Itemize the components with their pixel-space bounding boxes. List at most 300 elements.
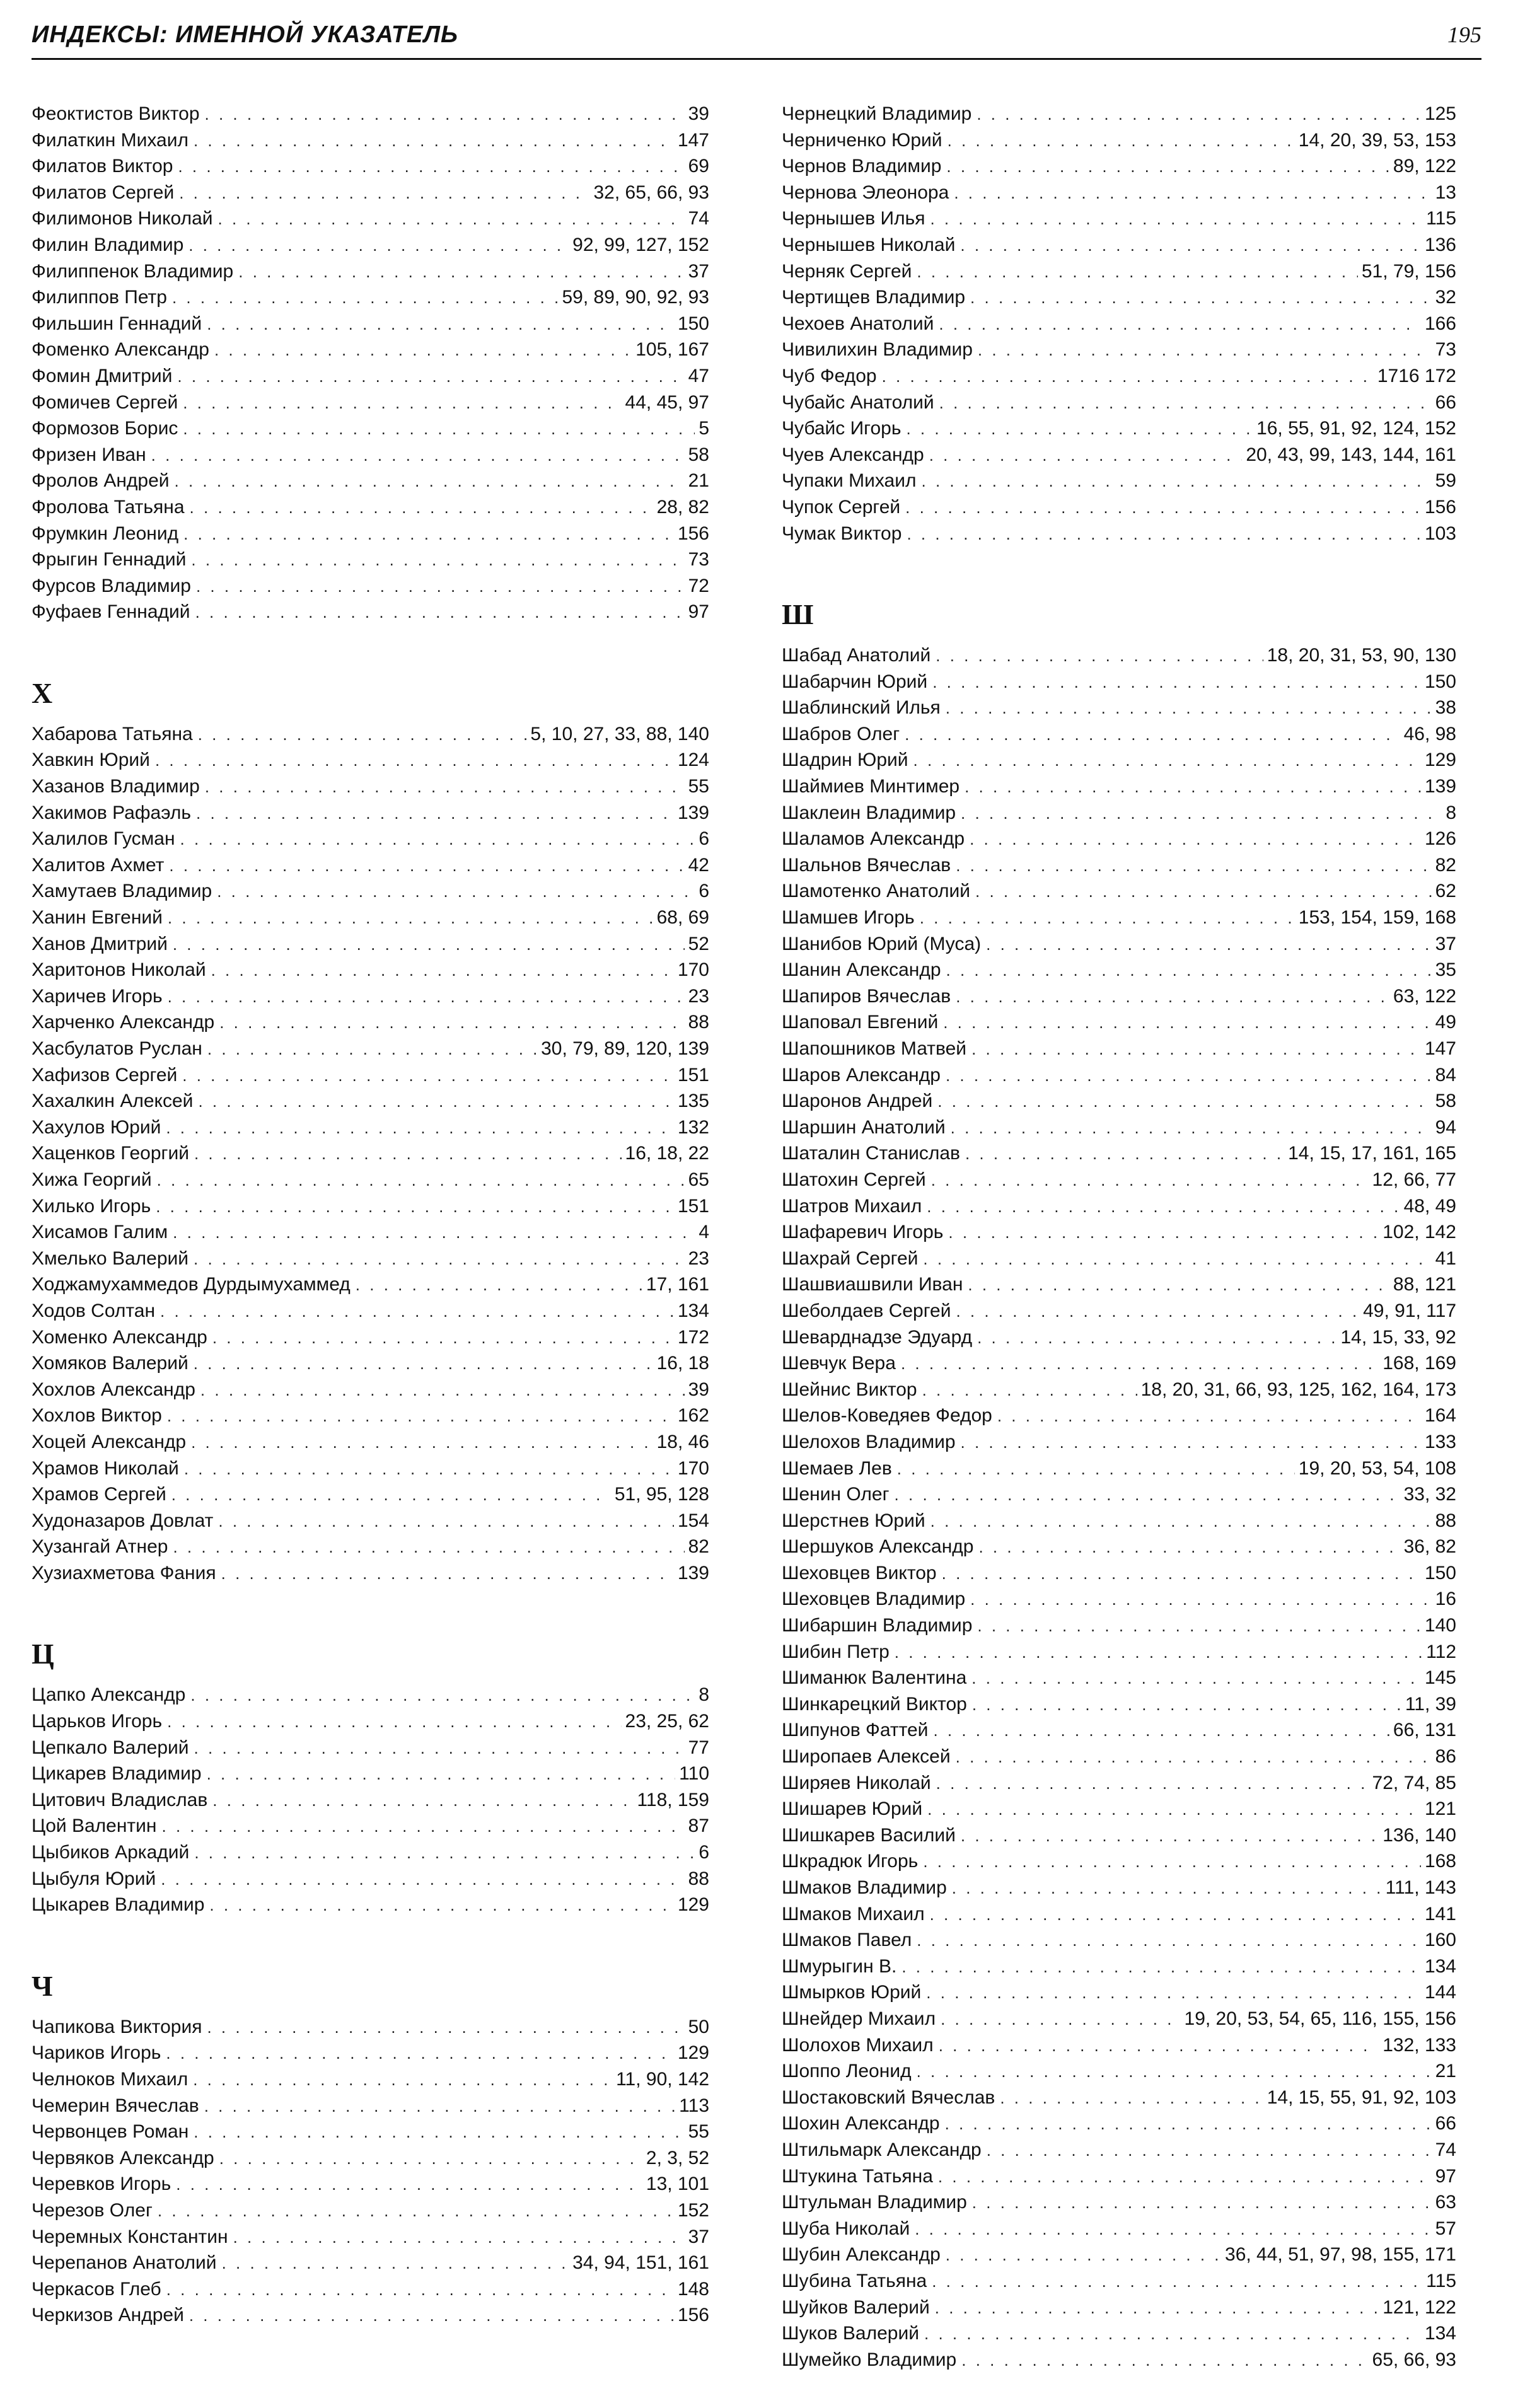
entry-name: Шуба Николай — [782, 2218, 910, 2239]
entry-name: Шатров Михаил — [782, 1195, 922, 1217]
dot-leader — [1000, 2085, 1263, 2112]
index-entry — [782, 2058, 1456, 2085]
index-entry — [782, 153, 1456, 180]
dot-leader — [917, 2059, 1432, 2085]
entry-name: Черемных Константин — [32, 2226, 228, 2247]
section-letter-heading: Ш — [782, 598, 814, 631]
entry-name: Шашвиашвили Иван — [782, 1274, 963, 1295]
index-entry — [32, 415, 709, 442]
entry-pages: 55 — [688, 776, 709, 797]
entry-pages: 160 — [1424, 1930, 1456, 1951]
entry-pages: 97 — [688, 601, 709, 623]
dot-leader — [936, 643, 1263, 669]
dot-leader — [975, 879, 1432, 905]
entry-pages: 88, 121 — [1393, 1274, 1456, 1295]
dot-leader — [956, 853, 1431, 879]
dot-leader — [960, 233, 1421, 259]
dot-leader — [932, 669, 1421, 696]
dot-leader — [905, 722, 1400, 748]
dot-leader — [233, 2225, 685, 2251]
entry-pages: 115 — [1426, 2270, 1456, 2291]
entry-name: Цыбиков Аркадий — [32, 1842, 190, 1863]
entry-name: Хохлов Александр — [32, 1379, 195, 1400]
index-entry — [32, 773, 709, 800]
entry-name: Хакимов Рафаэль — [32, 802, 192, 823]
entry-name: Шмаков Владимир — [782, 1877, 947, 1898]
entry-pages: 97 — [1435, 2165, 1456, 2187]
entry-name: Чумак Виктор — [782, 523, 902, 544]
index-section — [32, 101, 709, 625]
entry-pages: 151 — [677, 1195, 709, 1217]
dot-leader — [194, 1246, 685, 1273]
entry-pages: 20, 43, 99, 143, 144, 161 — [1246, 444, 1456, 465]
entry-name: Шершуков Александр — [782, 1536, 974, 1558]
entry-name: Филатов Сергей — [32, 182, 175, 203]
dot-leader — [922, 1377, 1137, 1404]
dot-leader — [905, 495, 1421, 521]
entry-name: Ширяев Николай — [782, 1772, 931, 1793]
entry-name: Шубина Татьяна — [782, 2270, 927, 2291]
entry-pages: 65, 66, 93 — [1372, 2349, 1456, 2370]
dot-leader — [954, 180, 1431, 207]
entry-name: Шамшев Игорь — [782, 907, 915, 929]
entry-pages: 14, 15, 55, 91, 92, 103 — [1267, 2087, 1456, 2108]
index-entry — [32, 1246, 709, 1272]
entry-name: Харитонов Николай — [32, 959, 206, 981]
entry-pages: 150 — [1424, 671, 1456, 692]
index-entry — [782, 2110, 1456, 2137]
entry-name: Цыкарев Владимир — [32, 1894, 205, 1916]
index-entry — [782, 1271, 1456, 1298]
dot-leader — [972, 2190, 1432, 2216]
index-entry — [32, 1839, 709, 1866]
entry-pages: 69 — [688, 156, 709, 177]
entry-name: Хомяков Валерий — [32, 1353, 188, 1374]
entry-name: Ханов Дмитрий — [32, 933, 168, 954]
dot-leader — [913, 748, 1421, 774]
dot-leader — [214, 337, 632, 364]
entry-pages: 88 — [688, 1012, 709, 1033]
entry-pages: 113 — [679, 2095, 709, 2116]
index-entry — [32, 1560, 709, 1587]
entry-name: Шаламов Александр — [782, 828, 965, 850]
entry-name: Храмов Сергей — [32, 1484, 166, 1505]
dot-leader — [948, 128, 1295, 154]
entry-name: Формозов Борис — [32, 418, 178, 439]
index-entry — [32, 442, 709, 468]
index-entry — [782, 1822, 1456, 1849]
dot-leader — [977, 101, 1421, 128]
entry-pages: 153, 154, 159, 168 — [1298, 907, 1456, 929]
entry-pages: 87 — [688, 1815, 709, 1837]
entry-pages: 94 — [1435, 1116, 1456, 1138]
entry-pages: 62 — [1435, 881, 1456, 902]
entry-pages: 73 — [1435, 339, 1456, 361]
section-letter-heading: Ч — [32, 1969, 53, 2002]
index-entry — [32, 2250, 709, 2276]
index-section — [32, 676, 709, 1587]
entry-name: Чубайс Анатолий — [782, 391, 934, 413]
index-entry — [32, 2276, 709, 2303]
entry-pages: 18, 46 — [656, 1431, 709, 1452]
index-entry — [782, 1429, 1456, 1456]
index-entry — [782, 1140, 1456, 1167]
entry-name: Шолохов Михаил — [782, 2034, 934, 2056]
index-entry — [32, 101, 709, 127]
index-entry — [32, 2171, 709, 2197]
entry-pages: 126 — [1424, 828, 1456, 850]
dot-leader — [183, 416, 695, 443]
entry-name: Шоппо Леонид — [782, 2061, 912, 2082]
dot-leader — [191, 1430, 652, 1456]
entry-name: Чуб Федор — [782, 365, 877, 386]
index-entry — [782, 1586, 1456, 1612]
index-entry — [782, 363, 1456, 390]
entry-pages: 18, 20, 31, 66, 93, 125, 162, 164, 173 — [1140, 1379, 1456, 1400]
index-entry — [782, 957, 1456, 983]
index-entry — [782, 773, 1456, 800]
entry-name: Хохлов Виктор — [32, 1405, 162, 1427]
index-entry — [782, 1324, 1456, 1351]
index-entry — [32, 852, 709, 879]
entry-pages: 23 — [688, 1247, 709, 1269]
dot-leader — [977, 1325, 1336, 1352]
entry-pages: 134 — [677, 1300, 709, 1321]
entry-pages: 44, 45, 97 — [625, 391, 709, 413]
index-entry — [32, 390, 709, 416]
entry-name: Шиманюк Валентина — [782, 1667, 967, 1689]
entry-pages: 162 — [677, 1405, 709, 1427]
index-entry — [782, 1114, 1456, 1141]
index-section — [32, 1969, 709, 2329]
entry-name: Чертищев Владимир — [782, 287, 966, 308]
entry-pages: 8 — [1446, 802, 1456, 823]
entry-name: Храмов Николай — [32, 1457, 179, 1479]
index-entry — [32, 2145, 709, 2172]
index-entry — [782, 642, 1456, 669]
entry-pages: 41 — [1435, 1247, 1456, 1269]
entry-pages: 125 — [1424, 103, 1456, 124]
entry-pages: 13 — [1435, 182, 1456, 203]
entry-pages: 49 — [1435, 1012, 1456, 1033]
dot-leader — [207, 1036, 537, 1063]
entry-pages: 47 — [688, 365, 709, 386]
index-entry — [32, 1009, 709, 1036]
entry-name: Шишарев Юрий — [782, 1798, 923, 1820]
entry-pages: 16, 18, 22 — [625, 1143, 709, 1164]
entry-name: Фрыгин Геннадий — [32, 549, 187, 570]
entry-name: Хабарова Татьяна — [32, 723, 193, 744]
index-entry — [782, 311, 1456, 337]
entry-pages: 50 — [688, 2016, 709, 2037]
page-number: 195 — [1447, 22, 1481, 47]
entry-pages: 156 — [677, 523, 709, 544]
dot-leader — [970, 285, 1432, 311]
dot-leader — [193, 2067, 612, 2093]
entry-pages: 84 — [1435, 1064, 1456, 1085]
entry-pages: 110 — [679, 1763, 709, 1785]
dot-leader — [951, 1115, 1432, 1142]
dot-leader — [177, 364, 684, 390]
dot-leader — [194, 1141, 622, 1167]
entry-pages: 88 — [1435, 1510, 1456, 1531]
entry-name: Царьков Игорь — [32, 1711, 163, 1732]
dot-leader — [926, 1980, 1421, 2006]
dot-leader — [173, 932, 685, 958]
entry-name: Шелохов Владимир — [782, 1431, 956, 1452]
entry-name: Цапко Александр — [32, 1684, 186, 1706]
index-entry — [782, 1796, 1456, 1822]
index-entry — [32, 153, 709, 180]
dot-leader — [188, 233, 569, 259]
index-section — [782, 597, 1456, 2373]
dot-leader — [166, 1115, 674, 1142]
dot-leader — [923, 1849, 1421, 1875]
entry-pages: 150 — [677, 313, 709, 334]
entry-name: Фризен Иван — [32, 444, 146, 465]
index-entry — [782, 1954, 1456, 1980]
dot-leader — [218, 206, 685, 233]
index-entry — [782, 1875, 1456, 1901]
entry-pages: 23, 25, 62 — [625, 1711, 709, 1732]
index-entry — [782, 1770, 1456, 1797]
index-entry — [32, 1456, 709, 1482]
entry-pages: 73 — [688, 549, 709, 570]
dot-leader — [942, 1561, 1421, 1587]
entry-name: Шаповал Евгений — [782, 1012, 939, 1033]
entry-pages: 46, 98 — [1403, 723, 1456, 744]
entry-pages: 115 — [1426, 208, 1456, 229]
index-entry — [782, 1901, 1456, 1928]
dot-leader — [155, 748, 674, 774]
dot-leader — [901, 1954, 1421, 1981]
dot-leader — [171, 1482, 611, 1508]
dot-leader — [946, 958, 1432, 984]
index-entry — [32, 1298, 709, 1324]
index-entry — [782, 205, 1456, 232]
index-entry — [32, 311, 709, 337]
entry-pages: 48, 49 — [1403, 1195, 1456, 1217]
dot-leader — [221, 1561, 674, 1587]
entry-name: Филиппов Петр — [32, 287, 167, 308]
index-entry — [32, 494, 709, 521]
dot-leader — [901, 1351, 1379, 1377]
dot-leader — [194, 128, 674, 154]
entry-pages: 34, 94, 151, 161 — [572, 2252, 709, 2274]
entry-pages: 112 — [1426, 1641, 1456, 1662]
dot-leader — [169, 853, 684, 879]
entry-pages: 129 — [677, 2042, 709, 2064]
entry-pages: 37 — [688, 260, 709, 282]
entry-name: Штильмарк Александр — [782, 2139, 982, 2160]
entry-pages: 103 — [1424, 523, 1456, 544]
entry-pages: 147 — [1424, 1038, 1456, 1059]
index-entry — [32, 721, 709, 748]
entry-name: Фрумкин Леонид — [32, 523, 179, 544]
entry-name: Черезов Олег — [32, 2199, 153, 2221]
index-entry — [782, 1246, 1456, 1272]
entry-name: Хазанов Владимир — [32, 776, 200, 797]
index-entry — [782, 1612, 1456, 1639]
dot-leader — [978, 337, 1432, 364]
dot-leader — [219, 1010, 684, 1036]
index-entry — [32, 2197, 709, 2224]
entry-name: Хасбулатов Руслан — [32, 1038, 202, 1059]
dot-leader — [158, 2198, 674, 2225]
entry-pages: 129 — [1424, 750, 1456, 771]
index-entry — [782, 2085, 1456, 2111]
dot-leader — [930, 206, 1422, 233]
entry-name: Чехоев Анатолий — [782, 313, 934, 334]
entry-pages: 156 — [1424, 496, 1456, 518]
entry-pages: 111, 143 — [1385, 1877, 1456, 1898]
index-entry — [32, 2014, 709, 2040]
dot-leader — [936, 1771, 1369, 1797]
entry-pages: 168, 169 — [1383, 1353, 1456, 1374]
dot-leader — [986, 932, 1431, 958]
index-entry — [32, 2119, 709, 2145]
index-column-left — [32, 101, 709, 2329]
index-section — [32, 1636, 709, 1918]
index-entry — [782, 442, 1456, 468]
entry-name: Шеховцев Владимир — [782, 1589, 966, 1610]
entry-pages: 6 — [699, 881, 709, 902]
dot-leader — [907, 521, 1421, 548]
index-entry — [32, 931, 709, 958]
entry-name: Черняк Сергей — [782, 260, 912, 282]
index-entry — [782, 1193, 1456, 1220]
entry-pages: 136 — [1424, 234, 1456, 255]
dot-leader — [173, 1534, 684, 1561]
index-entry — [32, 337, 709, 363]
entry-name: Хахулов Юрий — [32, 1116, 161, 1138]
entry-name: Шаблинский Илья — [782, 697, 941, 719]
entry-name: Черкизов Андрей — [32, 2305, 184, 2326]
dot-leader — [946, 2242, 1221, 2269]
entry-pages: 39 — [688, 103, 709, 124]
entry-name: Хафизов Сергей — [32, 1064, 178, 1085]
index-entry — [782, 1456, 1456, 1482]
entry-pages: 148 — [677, 2278, 709, 2300]
index-entry — [782, 2320, 1456, 2347]
entry-name: Хавкин Юрий — [32, 750, 150, 771]
entry-name: Шаклеин Владимир — [782, 802, 956, 823]
entry-pages: 57 — [1435, 2218, 1456, 2239]
entry-name: Хижа Георгий — [32, 1169, 152, 1190]
dot-leader — [956, 1744, 1432, 1771]
entry-pages: 66 — [1435, 391, 1456, 413]
index-entry — [782, 415, 1456, 442]
index-entry — [782, 1298, 1456, 1324]
index-entry — [782, 1009, 1456, 1036]
dot-leader — [190, 495, 653, 521]
index-entry — [32, 284, 709, 311]
entry-name: Шабров Олег — [782, 723, 900, 744]
dot-leader — [207, 1761, 676, 1788]
entry-pages: 141 — [1424, 1903, 1456, 1925]
entry-name: Чернова Элеонора — [782, 182, 949, 203]
dot-leader — [198, 1089, 674, 1115]
index-entry — [782, 337, 1456, 363]
dot-leader — [941, 2006, 1180, 2033]
entry-name: Чубайс Игорь — [782, 418, 901, 439]
dot-leader — [151, 443, 685, 469]
entry-pages: 118, 159 — [637, 1789, 709, 1810]
index-column-right — [782, 101, 1456, 2373]
dot-leader — [939, 311, 1421, 338]
index-entry — [32, 1429, 709, 1456]
dot-leader — [987, 2138, 1432, 2164]
index-entry — [782, 905, 1456, 931]
index-entry — [32, 1708, 709, 1735]
entry-pages: 129 — [677, 1894, 709, 1916]
entry-name: Хузиахметова Фания — [32, 1562, 216, 1583]
entry-name: Фоменко Александр — [32, 339, 209, 361]
entry-pages: 92, 99, 127, 152 — [572, 234, 709, 255]
dot-leader — [198, 722, 527, 748]
entry-pages: 35 — [1435, 959, 1456, 981]
index-entry — [782, 2189, 1456, 2216]
entry-pages: 132, 133 — [1383, 2034, 1456, 2056]
entry-name: Цыбуля Юрий — [32, 1868, 156, 1889]
index-entry — [32, 1324, 709, 1351]
dot-leader — [932, 2269, 1422, 2295]
dot-leader — [200, 1377, 685, 1404]
dot-leader — [175, 468, 685, 495]
entry-name: Шумейко Владимир — [782, 2349, 957, 2370]
entry-pages: 16, 55, 91, 92, 124, 152 — [1256, 418, 1456, 439]
dot-leader — [927, 1797, 1421, 1823]
index-entry — [782, 1979, 1456, 2006]
section-letter-heading: Х — [32, 676, 53, 709]
entry-name: Шамотенко Анатолий — [782, 881, 971, 902]
dot-leader — [961, 2347, 1368, 2374]
index-entry — [782, 1219, 1456, 1246]
index-entry — [782, 390, 1456, 416]
dot-leader — [238, 259, 684, 286]
dot-leader — [196, 801, 674, 827]
dot-leader — [191, 547, 684, 574]
index-entry — [32, 878, 709, 905]
entry-name: Фролов Андрей — [32, 470, 170, 492]
entry-pages: 21 — [688, 470, 709, 492]
index-entry — [32, 905, 709, 931]
index-entry — [782, 1848, 1456, 1875]
entry-name: Филин Владимир — [32, 234, 184, 255]
entry-pages: 59, 89, 90, 92, 93 — [562, 287, 709, 308]
entry-name: Цикарев Владимир — [32, 1763, 202, 1785]
entry-name: Хамутаев Владимир — [32, 881, 212, 902]
entry-pages: 82 — [688, 1536, 709, 1558]
index-entry — [782, 2137, 1456, 2163]
index-entry — [782, 2216, 1456, 2242]
dot-leader — [166, 2277, 674, 2303]
dot-leader — [194, 1735, 685, 1762]
index-entry — [32, 573, 709, 599]
dot-leader — [157, 1167, 685, 1194]
entry-name: Червонцев Роман — [32, 2121, 189, 2143]
dot-leader — [961, 801, 1442, 827]
entry-pages: 37 — [688, 2226, 709, 2247]
entry-name: Чупок Сергей — [782, 496, 901, 518]
dot-leader — [882, 364, 1374, 390]
entry-name: Чивилихин Владимир — [782, 339, 973, 361]
entry-name: Широпаев Алексей — [782, 1746, 951, 1768]
entry-name: Цепкало Валерий — [32, 1737, 189, 1758]
dot-leader — [977, 1613, 1421, 1640]
dot-leader — [946, 154, 1389, 180]
index-entry — [782, 1377, 1456, 1403]
